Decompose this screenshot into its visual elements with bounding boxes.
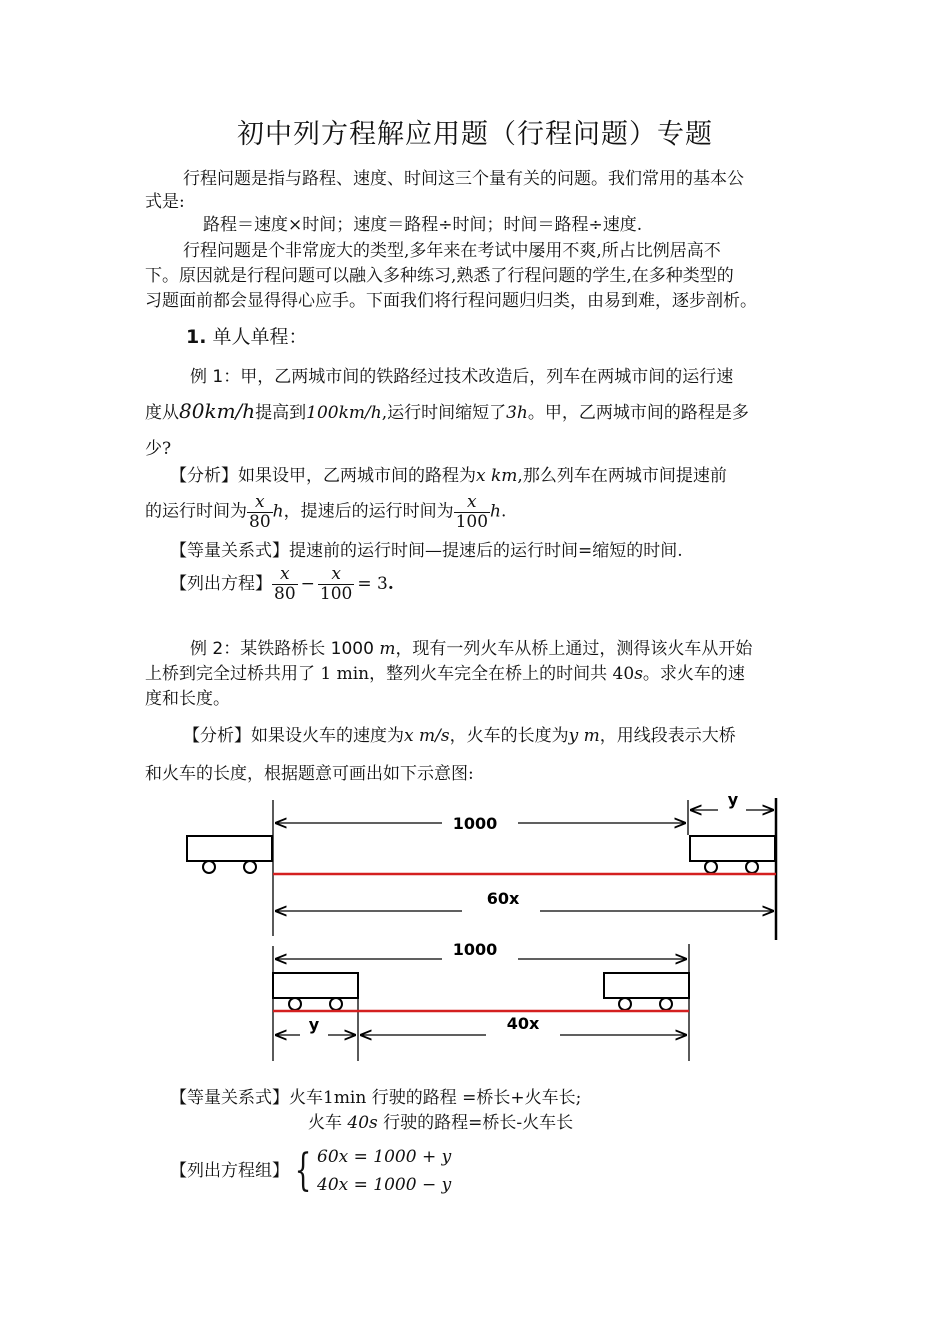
example-2-label: 例 2 xyxy=(190,639,224,659)
analysis-text-d: ，提速后的运行时间为 xyxy=(283,501,454,522)
relation-text: 提速前的运行时间—提速后的运行时间=缩短的时间. xyxy=(289,541,683,561)
train-length-label-top: y xyxy=(727,790,739,809)
analysis-text-a: 如果设火车的速度为 xyxy=(251,726,404,746)
fraction-numerator: x xyxy=(272,565,298,585)
wheel xyxy=(660,998,672,1010)
new-speed: 100km/h xyxy=(306,403,382,423)
example-2-line-3: 度和长度。 xyxy=(145,689,230,709)
relation-text-2a: 火车 xyxy=(308,1113,348,1133)
system-equations xyxy=(317,1143,451,1199)
analysis-text-b: ,那么列车在两城市间提速前 xyxy=(517,466,727,486)
example-2-text-2b: ，整列火车完全在桥上的时间共 xyxy=(369,664,613,684)
relation-time-2: 40s xyxy=(347,1113,378,1133)
equation-tag: 【列出方程】 xyxy=(170,574,272,595)
fraction-numerator: x xyxy=(247,493,273,513)
time-on-bridge: 40 xyxy=(612,664,635,684)
analysis-tag: 【分析】 xyxy=(183,726,251,746)
relation-text-1a: 火车 xyxy=(289,1088,323,1108)
train-leaving-bridge xyxy=(604,973,689,998)
example-2-relation-line-2 xyxy=(308,1112,573,1134)
distance-60x-label: 60x xyxy=(486,889,520,908)
example-2-text-1a: ：某铁路桥长 xyxy=(223,639,331,659)
wheel xyxy=(330,998,342,1010)
analysis-text-e: . xyxy=(501,501,507,522)
fraction-numerator: x xyxy=(318,565,354,585)
example-2-analysis-line-2: 和火车的长度，根据题意可画出如下示意图: xyxy=(145,764,474,784)
total-time: 1 min xyxy=(320,664,370,684)
relation-tag: 【等量关系式】 xyxy=(170,1088,289,1108)
unit-hours: h xyxy=(490,501,501,522)
unit-meters: m xyxy=(379,639,396,659)
relation-tag: 【等量关系式】 xyxy=(170,541,289,561)
train-length-label-bottom: y xyxy=(308,1015,320,1034)
minus-sign: − xyxy=(300,574,315,595)
system-equation-1: 60x = 1000 + y xyxy=(317,1147,452,1167)
wheel xyxy=(619,998,631,1010)
intro-paragraph-2-line-3: 习题面前都会显得得心应手。下面我们将行程问题归归类，由易到难，逐步剖析。 xyxy=(145,291,757,311)
equation-period: . xyxy=(387,574,394,595)
relation-text-1b: 行驶的路程 =桥长+火车长; xyxy=(366,1088,582,1108)
system-tag: 【列出方程组】 xyxy=(170,1161,289,1181)
fraction-denominator: 100 xyxy=(319,583,353,604)
example-2-text-2a: 上桥到完全过桥共用了 xyxy=(145,664,321,684)
wheel xyxy=(746,861,758,873)
example-2-text-1b: ，现有一列火车从桥上通过，测得该火车从开始 xyxy=(395,639,753,659)
section-number: 1. xyxy=(186,326,207,348)
train-before-bridge xyxy=(187,836,272,861)
page-title: 初中列方程解应用题（行程问题）专题 xyxy=(237,119,713,150)
fraction-denominator: 80 xyxy=(274,583,296,604)
bridge-length: 1000 xyxy=(330,639,374,659)
bridge-length-label-top: 1000 xyxy=(452,814,498,833)
time-shortened: 3h xyxy=(506,403,528,423)
example-1-text-2c: ,运行时间缩短了 xyxy=(381,403,507,423)
analysis-text-c: 的运行时间为 xyxy=(145,501,247,522)
distance-40x-label: 40x xyxy=(506,1014,540,1033)
equation-rhs: = 3 xyxy=(357,574,388,595)
example-1-text-2d: 。甲，乙两城市间的路程是多 xyxy=(527,403,749,423)
wheel xyxy=(244,861,256,873)
analysis-tag: 【分析】 xyxy=(170,466,238,486)
fraction-denominator: 100 xyxy=(455,511,489,532)
train-entering-bridge xyxy=(273,973,358,998)
analysis-text-a: 如果设甲，乙两城市间的路程为 xyxy=(238,466,476,486)
example-1-label: 例 1 xyxy=(190,367,224,387)
fraction-denominator: 80 xyxy=(249,511,271,532)
old-speed: 80km/h xyxy=(179,399,256,423)
train-after-bridge xyxy=(690,836,775,861)
system-equation-2: 40x = 1000 − y xyxy=(317,1175,452,1195)
analysis-text-b: ，火车的长度为 xyxy=(449,726,569,746)
analysis-text-c: ，用线段表示大桥 xyxy=(599,726,736,746)
unit-hours: h xyxy=(272,501,284,522)
example-1-text-1: ：甲，乙两城市间的铁路经过技术改造后，列车在两城市间的运行速 xyxy=(223,367,734,387)
relation-time-1: 1min xyxy=(323,1088,367,1108)
example-2-equation-system xyxy=(170,1143,451,1199)
example-2-text-2c: 。求火车的速 xyxy=(642,664,745,684)
length-variable: y m xyxy=(568,726,600,746)
basic-formula: 路程＝速度×时间；速度＝路程÷时间；时间＝路程÷速度. xyxy=(203,215,643,235)
intro-paragraph-2-line-1: 行程问题是个非常庞大的类型,多年来在考试中屡用不爽,所占比例居高不 xyxy=(183,241,721,261)
speed-variable: x m/s xyxy=(404,726,450,746)
intro-paragraph-2-line-2: 下。原因就是行程问题可以融入多种练习,熟悉了行程问题的学生,在多种类型的 xyxy=(145,266,734,286)
example-1-text-2a: 度从 xyxy=(145,403,179,423)
wheel xyxy=(203,861,215,873)
fraction-numerator: x xyxy=(454,493,490,513)
example-1-line-3: 少? xyxy=(145,439,172,459)
wheel xyxy=(289,998,301,1010)
example-2-relation-line-1 xyxy=(170,1087,581,1109)
intro-paragraph-1-line-1: 行程问题是指与路程、速度、时间这三个量有关的问题。我们常用的基本公 xyxy=(183,169,744,189)
bridge-length-label-bottom: 1000 xyxy=(452,940,498,959)
distance-variable: x km xyxy=(476,466,518,486)
relation-text-2b: 行驶的路程=桥长-火车长 xyxy=(377,1113,574,1133)
intro-paragraph-1-line-2: 式是: xyxy=(145,192,185,212)
left-brace: { xyxy=(294,1145,312,1196)
wheel xyxy=(705,861,717,873)
unit-seconds: s xyxy=(634,664,643,684)
section-label: 单人单程： xyxy=(212,326,308,348)
example-1-text-2b: 提高到 xyxy=(255,403,307,423)
